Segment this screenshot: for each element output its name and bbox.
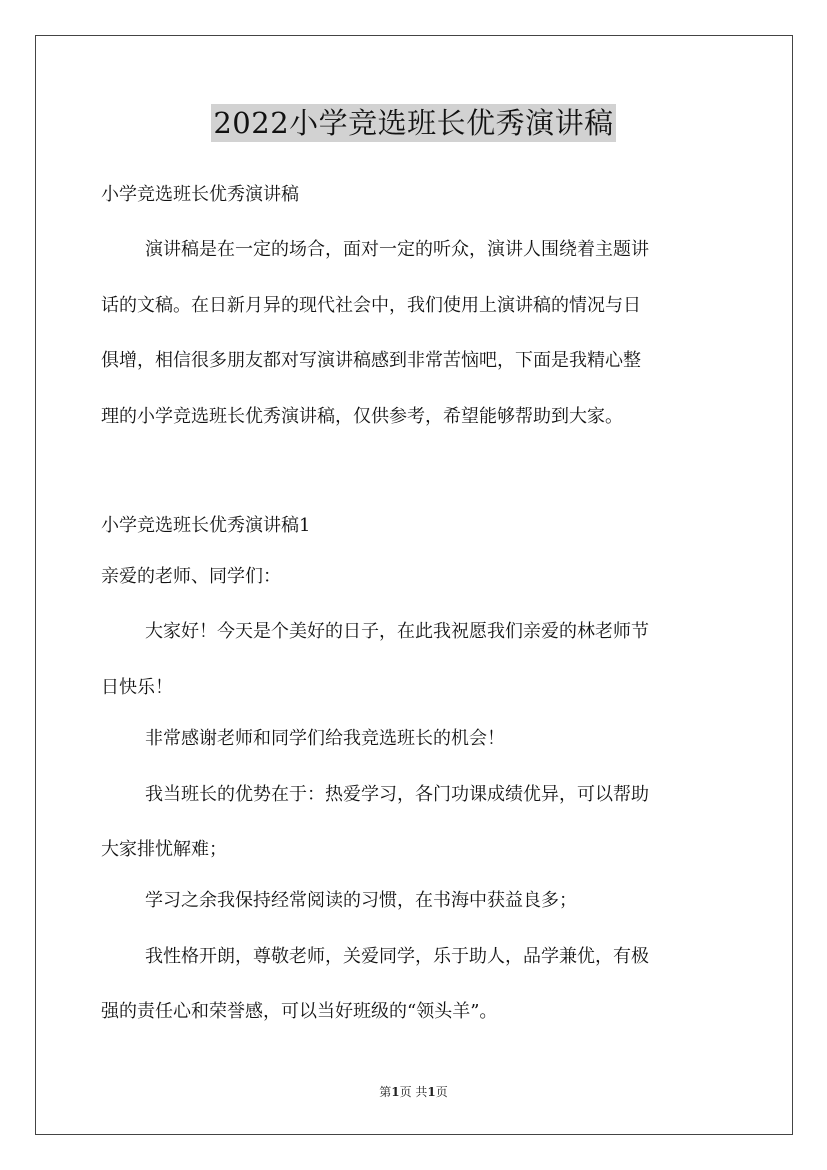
body-line: 演讲稿是在一定的场合，面对一定的听众，演讲人围绕着主题讲 — [145, 239, 649, 260]
body-line: 小学竞选班长优秀演讲稿 — [101, 184, 299, 205]
footer-prefix: 第 — [379, 1085, 392, 1099]
footer-current-page: 1 — [391, 1085, 400, 1099]
footer-total-pages: 1 — [427, 1085, 436, 1099]
body-line: 俱增，相信很多朋友都对写演讲稿感到非常苦恼吧，下面是我精心整 — [101, 350, 641, 371]
body-line: 小学竞选班长优秀演讲稿1 — [101, 515, 311, 536]
body-line: 我当班长的优势在于：热爱学习，各门功课成绩优异，可以帮助 — [145, 784, 649, 805]
body-line: 日快乐！ — [101, 677, 173, 698]
footer-middle: 页 共 — [399, 1085, 428, 1099]
body-line: 学习之余我保持经常阅读的习惯，在书海中获益良多； — [145, 890, 577, 911]
body-line: 我性格开朗，尊敬老师，关爱同学，乐于助人，品学兼优，有极 — [145, 946, 649, 967]
title-container — [0, 104, 827, 142]
footer-suffix: 页 — [435, 1085, 448, 1099]
body-line: 亲爱的老师、同学们： — [101, 566, 281, 587]
body-line: 非常感谢老师和同学们给我竞选班长的机会！ — [145, 728, 505, 749]
body-line: 强的责任心和荣誉感，可以当好班级的“领头羊”。 — [101, 1001, 498, 1022]
body-line: 大家好！今天是个美好的日子，在此我祝愿我们亲爱的林老师节 — [145, 621, 649, 642]
body-line: 理的小学竞选班长优秀演讲稿，仅供参考，希望能够帮助到大家。 — [101, 406, 623, 427]
body-line: 话的文稿。在日新月异的现代社会中，我们使用上演讲稿的情况与日 — [101, 295, 641, 316]
page-footer — [0, 1083, 827, 1100]
body-line: 大家排忧解难； — [101, 839, 227, 860]
document-title: 2022小学竞选班长优秀演讲稿 — [213, 106, 614, 140]
